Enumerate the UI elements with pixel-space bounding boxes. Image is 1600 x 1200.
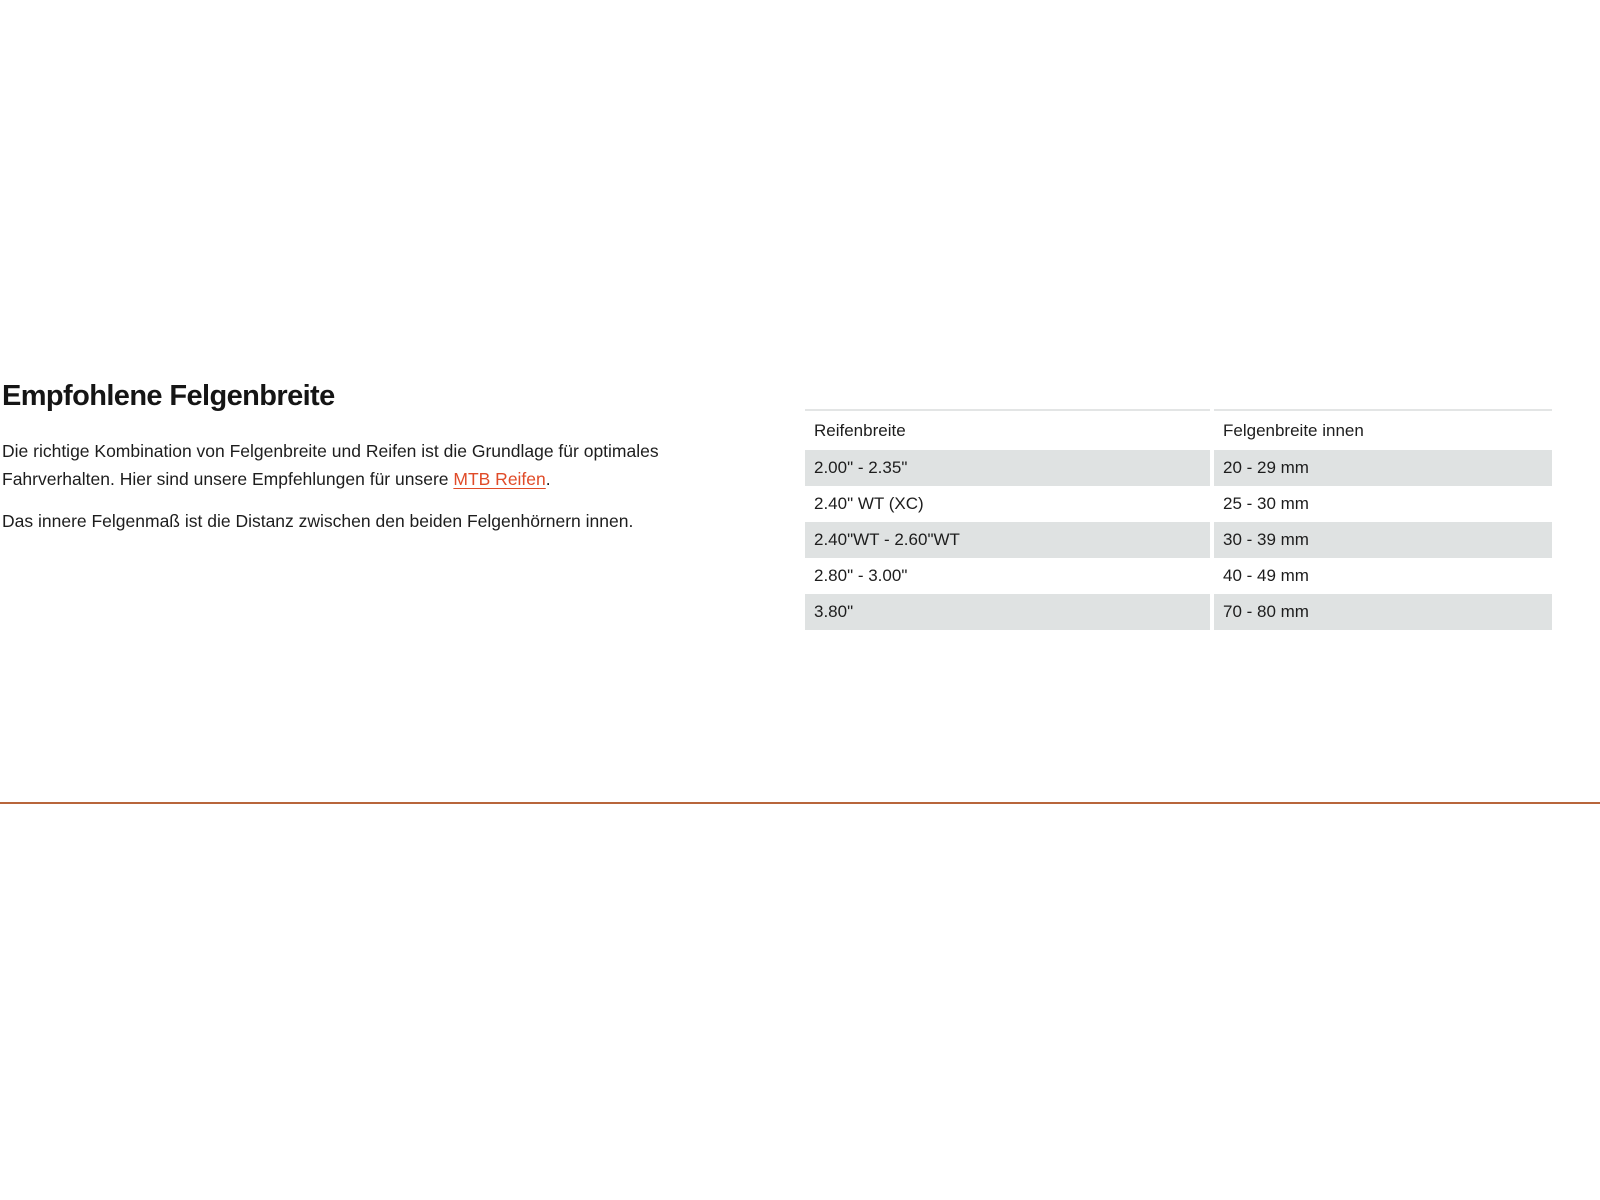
page-title: Empfohlene Felgenbreite [2, 380, 335, 412]
note-paragraph: Das innere Felgenmaß ist die Distanz zwischen den beiden Felgenhörnern innen. [2, 511, 634, 531]
intro-text-after-link: . [545, 469, 551, 489]
mtb-reifen-link[interactable]: MTB Reifen [453, 469, 546, 489]
intro-text-before-link: Die richtige Kombination von Felgenbreite und Reifen ist die Grundlage für optimales Fahrverhalten. Hier sind unsere Empfehlungen für unsere [2, 441, 659, 489]
table-cell-tire-width: 2.00" - 2.35" [805, 450, 1210, 486]
table-cell-rim-width: 40 - 49 mm [1223, 566, 1309, 585]
intro-paragraph [2, 437, 740, 493]
table-cell-tire-width: 3.80" [805, 594, 1210, 630]
table-cell-tire-width: 2.80" - 3.00" [814, 566, 908, 585]
table-cell-tire-width: 2.40"WT - 2.60"WT [805, 522, 1210, 558]
table-cell-rim-width: 70 - 80 mm [1214, 594, 1552, 630]
section-divider-rule [0, 802, 1600, 804]
table-cell-rim-width: 30 - 39 mm [1214, 522, 1552, 558]
rim-width-section [2, 380, 740, 549]
column-header-reifenbreite: Reifenbreite [805, 409, 1210, 450]
table-cell-rim-width: 25 - 30 mm [1223, 494, 1309, 513]
table-cell-tire-width: 2.40" WT (XC) [814, 494, 924, 513]
rim-width-table [805, 409, 1552, 630]
table-cell-rim-width: 20 - 29 mm [1214, 450, 1552, 486]
column-header-felgenbreite-innen: Felgenbreite innen [1214, 409, 1552, 450]
